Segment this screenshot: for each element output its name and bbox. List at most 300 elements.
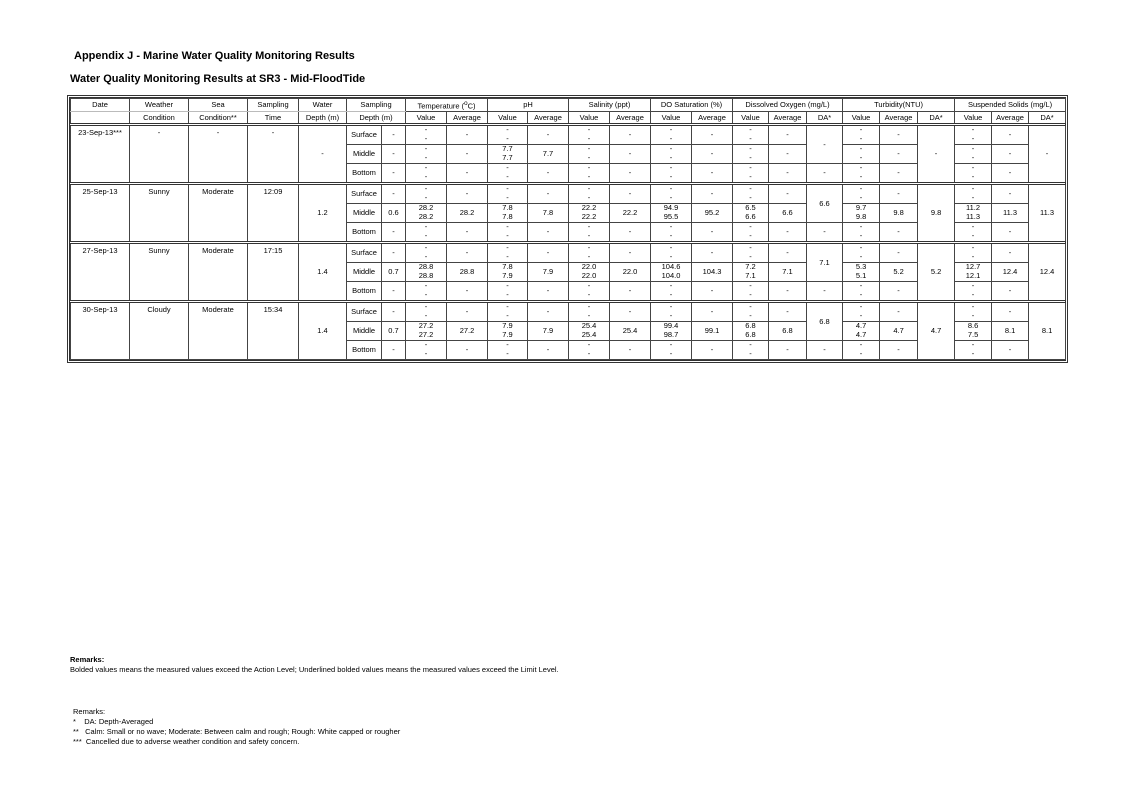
dissolved-oxygen-da-bottom: - bbox=[807, 340, 843, 359]
reading-value: - bbox=[669, 152, 673, 162]
turbidity-value bbox=[843, 301, 880, 321]
reading-value: - bbox=[669, 289, 673, 299]
dissolved-oxygen-value bbox=[733, 321, 769, 340]
dissolved-oxygen-average: - bbox=[769, 301, 807, 321]
do-saturation-average: - bbox=[692, 222, 733, 242]
dissolved-oxygen-da: 7.1 bbox=[807, 242, 843, 281]
temperature-average: 28.2 bbox=[447, 203, 488, 222]
reading-value: - bbox=[971, 302, 975, 311]
reading-value: 4.7 bbox=[855, 329, 867, 339]
reading-value: 28.8 bbox=[418, 270, 434, 280]
reading-value: - bbox=[749, 133, 752, 143]
weather-cell: Sunny bbox=[130, 242, 189, 301]
turbidity-value-pair bbox=[843, 223, 879, 240]
salinity-average: - bbox=[610, 242, 651, 262]
reading-value: - bbox=[587, 163, 591, 172]
col-water-depth-1: Water bbox=[299, 99, 347, 112]
temperature-value-pair bbox=[406, 263, 446, 280]
reading-value: - bbox=[859, 251, 863, 261]
ph-value-pair bbox=[488, 223, 527, 240]
dissolved-oxygen-average: - bbox=[769, 281, 807, 301]
ph-average: 7.8 bbox=[528, 203, 569, 222]
remarks-block-2 bbox=[73, 707, 400, 747]
turbidity-value-pair bbox=[843, 126, 879, 143]
reading-value: - bbox=[669, 171, 673, 181]
temperature-value bbox=[406, 301, 447, 321]
turbidity-average: - bbox=[880, 340, 918, 359]
temperature-average: - bbox=[447, 281, 488, 301]
sampling-depth-cell: 0.7 bbox=[382, 262, 406, 281]
suspended-solids-value-pair bbox=[955, 244, 991, 261]
turbidity-value-pair bbox=[843, 164, 879, 181]
reading-value: - bbox=[587, 222, 591, 231]
do-saturation-value bbox=[651, 281, 692, 301]
reading-value: - bbox=[669, 184, 673, 193]
reading-value: - bbox=[749, 125, 752, 134]
reading-value: - bbox=[971, 289, 975, 299]
temperature-average: - bbox=[447, 340, 488, 359]
ph-average: - bbox=[528, 281, 569, 301]
reading-value: - bbox=[669, 133, 673, 143]
dissolved-oxygen-average: - bbox=[769, 183, 807, 203]
remarks-title: Remarks: bbox=[70, 655, 105, 664]
water-depth-cell: 1.4 bbox=[299, 242, 347, 301]
reading-value: - bbox=[587, 144, 591, 153]
reading-value: 12.1 bbox=[965, 270, 981, 280]
reading-value: 28.8 bbox=[418, 262, 434, 271]
turbidity-value-pair bbox=[843, 244, 879, 261]
reading-value: 7.8 bbox=[502, 211, 513, 221]
reading-value: - bbox=[587, 302, 591, 311]
do-saturation-value bbox=[651, 262, 692, 281]
suspended-solids-average: - bbox=[992, 163, 1029, 183]
reading-value: - bbox=[506, 289, 509, 299]
reading-value: 22.0 bbox=[581, 262, 597, 271]
suspended-solids-average: 11.3 bbox=[992, 203, 1029, 222]
sampling-depth-cell: - bbox=[382, 340, 406, 359]
reading-value: 7.1 bbox=[745, 270, 756, 280]
suspended-solids-average: - bbox=[992, 340, 1029, 359]
reading-value: - bbox=[587, 133, 591, 143]
temperature-value-pair bbox=[406, 322, 446, 339]
do-saturation-average: - bbox=[692, 183, 733, 203]
suspended-solids-da: 11.3 bbox=[1029, 183, 1066, 242]
reading-value: 12.7 bbox=[965, 262, 981, 271]
sampling-depth-cell: - bbox=[382, 144, 406, 163]
dissolved-oxygen-average: - bbox=[769, 163, 807, 183]
suspended-solids-value-pair bbox=[955, 263, 991, 280]
turbidity-value-pair bbox=[843, 303, 879, 320]
sub-average: Average bbox=[610, 111, 651, 124]
temperature-value-pair bbox=[406, 303, 446, 320]
suspended-solids-value-pair bbox=[955, 223, 991, 240]
suspended-solids-da: 12.4 bbox=[1029, 242, 1066, 301]
reading-value: - bbox=[749, 171, 752, 181]
table-header bbox=[71, 99, 1066, 125]
suspended-solids-value bbox=[955, 281, 992, 301]
ph-average: - bbox=[528, 183, 569, 203]
reading-value: - bbox=[506, 222, 509, 231]
sub-average: Average bbox=[528, 111, 569, 124]
reading-value: - bbox=[506, 251, 509, 261]
do-saturation-average: 95.2 bbox=[692, 203, 733, 222]
reading-value: 4.7 bbox=[855, 321, 867, 330]
dissolved-oxygen-da-bottom: - bbox=[807, 281, 843, 301]
turbidity-average: 5.2 bbox=[880, 262, 918, 281]
reading-value: 5.1 bbox=[855, 270, 867, 280]
do-saturation-average: - bbox=[692, 144, 733, 163]
results-table bbox=[70, 98, 1066, 360]
sampling-depth-cell: - bbox=[382, 222, 406, 242]
dissolved-oxygen-average: - bbox=[769, 124, 807, 144]
reading-value: 25.4 bbox=[581, 329, 597, 339]
sea-condition-cell: Moderate bbox=[189, 242, 248, 301]
turbidity-average: - bbox=[880, 242, 918, 262]
date-cell: 23-Sep-13*** bbox=[71, 124, 130, 183]
dissolved-oxygen-value-pair bbox=[733, 185, 768, 202]
salinity-value bbox=[569, 203, 610, 222]
salinity-value bbox=[569, 183, 610, 203]
do-saturation-value bbox=[651, 242, 692, 262]
do-saturation-average: - bbox=[692, 281, 733, 301]
sampling-depth-cell: - bbox=[382, 124, 406, 144]
sampling-depth-cell: - bbox=[382, 183, 406, 203]
reading-value: - bbox=[749, 243, 752, 252]
reading-value: 5.3 bbox=[855, 262, 867, 271]
reading-value: 6.8 bbox=[745, 329, 756, 339]
col-temperature: Temperature ($^o$C) bbox=[406, 99, 488, 112]
ph-value-pair bbox=[488, 282, 527, 299]
reading-value: 7.9 bbox=[502, 321, 513, 330]
reading-value: - bbox=[506, 243, 509, 252]
col-weather-1: Weather bbox=[130, 99, 189, 112]
salinity-average: - bbox=[610, 183, 651, 203]
reading-value: - bbox=[859, 340, 863, 349]
reading-value: - bbox=[506, 281, 509, 290]
level-cell: Surface bbox=[347, 301, 382, 321]
salinity-value bbox=[569, 262, 610, 281]
reading-value: 27.2 bbox=[418, 321, 434, 330]
temperature-value bbox=[406, 163, 447, 183]
ph-average: - bbox=[528, 242, 569, 262]
weather-cell: - bbox=[130, 124, 189, 183]
reading-value: - bbox=[749, 348, 752, 358]
ph-value-pair bbox=[488, 322, 527, 339]
dissolved-oxygen-value-pair bbox=[733, 145, 768, 162]
level-cell: Middle bbox=[347, 144, 382, 163]
col-sampling-depth-2: Depth (m) bbox=[347, 111, 406, 124]
reading-value: 8.6 bbox=[967, 321, 979, 330]
reading-value: 99.4 bbox=[663, 321, 679, 330]
suspended-solids-value bbox=[955, 222, 992, 242]
suspended-solids-value-pair bbox=[955, 164, 991, 181]
salinity-value bbox=[569, 242, 610, 262]
suspended-solids-da: - bbox=[1029, 124, 1066, 183]
reading-value: - bbox=[424, 152, 428, 162]
reading-value: - bbox=[859, 144, 863, 153]
temperature-average: - bbox=[447, 163, 488, 183]
dissolved-oxygen-da-bottom: - bbox=[807, 222, 843, 242]
sampling-time-cell: - bbox=[248, 124, 299, 183]
salinity-average: 22.2 bbox=[610, 203, 651, 222]
ph-average: 7.7 bbox=[528, 144, 569, 163]
reading-value: - bbox=[506, 192, 509, 202]
table-row bbox=[71, 183, 1066, 203]
reading-value: - bbox=[859, 310, 863, 320]
reading-value: - bbox=[971, 310, 975, 320]
suspended-solids-value-pair bbox=[955, 341, 991, 358]
ph-value bbox=[488, 340, 528, 359]
do-saturation-average: 104.3 bbox=[692, 262, 733, 281]
reading-value: - bbox=[971, 243, 975, 252]
reading-value: - bbox=[587, 152, 591, 162]
temperature-value bbox=[406, 124, 447, 144]
col-ph: pH bbox=[488, 99, 569, 112]
reading-value: - bbox=[971, 184, 975, 193]
reading-value: 7.8 bbox=[502, 203, 513, 212]
do-saturation-average: - bbox=[692, 340, 733, 359]
suspended-solids-value bbox=[955, 262, 992, 281]
do-saturation-value-pair bbox=[651, 145, 691, 162]
dissolved-oxygen-value bbox=[733, 281, 769, 301]
salinity-average: 25.4 bbox=[610, 321, 651, 340]
turbidity-value-pair bbox=[843, 185, 879, 202]
do-saturation-value bbox=[651, 340, 692, 359]
dissolved-oxygen-da: - bbox=[807, 124, 843, 163]
remarks-text: Bolded values means the measured values exceed the Action Level; Underlined bolded values means the measured values exceed the Limit Level. bbox=[70, 665, 559, 674]
reading-value: - bbox=[749, 310, 752, 320]
date-cell: 25-Sep-13 bbox=[71, 183, 130, 242]
sampling-depth-cell: - bbox=[382, 281, 406, 301]
dissolved-oxygen-da-bottom: - bbox=[807, 163, 843, 183]
reading-value: - bbox=[971, 340, 975, 349]
reading-value: - bbox=[971, 133, 975, 143]
dissolved-oxygen-value-pair bbox=[733, 322, 768, 339]
suspended-solids-value bbox=[955, 242, 992, 262]
sub-da: DA* bbox=[918, 111, 955, 124]
turbidity-average: - bbox=[880, 144, 918, 163]
reading-value: - bbox=[506, 133, 509, 143]
col-date: Date bbox=[71, 99, 130, 112]
level-cell: Bottom bbox=[347, 222, 382, 242]
level-cell: Middle bbox=[347, 203, 382, 222]
reading-value: - bbox=[859, 281, 863, 290]
water-depth-cell: - bbox=[299, 124, 347, 183]
temperature-value bbox=[406, 183, 447, 203]
do-saturation-value bbox=[651, 301, 692, 321]
suspended-solids-value bbox=[955, 301, 992, 321]
reading-value: - bbox=[971, 281, 975, 290]
col-sea-1: Sea bbox=[189, 99, 248, 112]
reading-value: - bbox=[749, 302, 752, 311]
remarks-block-1 bbox=[70, 655, 559, 675]
reading-value: - bbox=[424, 340, 428, 349]
reading-value: - bbox=[669, 310, 673, 320]
dissolved-oxygen-value-pair bbox=[733, 223, 768, 240]
do-saturation-value-pair bbox=[651, 244, 691, 261]
sea-condition-cell: Moderate bbox=[189, 301, 248, 359]
sub-average: Average bbox=[992, 111, 1029, 124]
reading-value: - bbox=[424, 348, 428, 358]
turbidity-value bbox=[843, 321, 880, 340]
dissolved-oxygen-value bbox=[733, 203, 769, 222]
dissolved-oxygen-average: - bbox=[769, 222, 807, 242]
reading-value: - bbox=[859, 133, 863, 143]
ph-value bbox=[488, 203, 528, 222]
turbidity-average: - bbox=[880, 163, 918, 183]
level-cell: Bottom bbox=[347, 340, 382, 359]
col-dissolved-oxygen: Dissolved Oxygen (mg/L) bbox=[733, 99, 843, 112]
salinity-value-pair bbox=[569, 263, 609, 280]
temperature-value-pair bbox=[406, 223, 446, 240]
turbidity-value-pair bbox=[843, 204, 879, 221]
temperature-average: - bbox=[447, 124, 488, 144]
col-weather-2: Condition bbox=[130, 111, 189, 124]
reading-value: - bbox=[859, 222, 863, 231]
reading-value: 7.5 bbox=[967, 329, 979, 339]
table-body bbox=[71, 124, 1066, 359]
reading-value: - bbox=[424, 230, 428, 240]
ph-average: 7.9 bbox=[528, 262, 569, 281]
salinity-average: - bbox=[610, 124, 651, 144]
salinity-value-pair bbox=[569, 322, 609, 339]
reading-value: - bbox=[587, 251, 591, 261]
sub-value: Value bbox=[955, 111, 992, 124]
do-saturation-value-pair bbox=[651, 322, 691, 339]
suspended-solids-value-pair bbox=[955, 303, 991, 320]
turbidity-average: - bbox=[880, 301, 918, 321]
salinity-value-pair bbox=[569, 303, 609, 320]
reading-value: 27.2 bbox=[418, 329, 434, 339]
reading-value: - bbox=[859, 243, 863, 252]
table-row bbox=[71, 301, 1066, 321]
ph-value bbox=[488, 183, 528, 203]
reading-value: - bbox=[506, 125, 509, 134]
ph-average: - bbox=[528, 340, 569, 359]
do-saturation-value bbox=[651, 203, 692, 222]
turbidity-value bbox=[843, 124, 880, 144]
reading-value: - bbox=[669, 281, 673, 290]
reading-value: - bbox=[424, 163, 428, 172]
reading-value: - bbox=[424, 125, 428, 134]
suspended-solids-value bbox=[955, 340, 992, 359]
dissolved-oxygen-average: 6.6 bbox=[769, 203, 807, 222]
reading-value: - bbox=[506, 340, 509, 349]
water-depth-cell: 1.2 bbox=[299, 183, 347, 242]
temperature-value bbox=[406, 262, 447, 281]
col-sea-2: Condition** bbox=[189, 111, 248, 124]
salinity-average: - bbox=[610, 163, 651, 183]
reading-value: - bbox=[587, 243, 591, 252]
reading-value: - bbox=[669, 125, 673, 134]
temperature-value-pair bbox=[406, 126, 446, 143]
dissolved-oxygen-average: - bbox=[769, 340, 807, 359]
dissolved-oxygen-value bbox=[733, 124, 769, 144]
reading-value: - bbox=[749, 184, 752, 193]
salinity-value bbox=[569, 144, 610, 163]
reading-value: - bbox=[749, 144, 752, 153]
do-saturation-value-pair bbox=[651, 185, 691, 202]
reading-value: 6.8 bbox=[745, 321, 756, 330]
temperature-value bbox=[406, 203, 447, 222]
turbidity-value bbox=[843, 203, 880, 222]
reading-value: - bbox=[749, 289, 752, 299]
ph-value bbox=[488, 262, 528, 281]
results-table-frame bbox=[67, 95, 1068, 363]
col-date-2 bbox=[71, 111, 130, 124]
temperature-value-pair bbox=[406, 341, 446, 358]
salinity-average: - bbox=[610, 340, 651, 359]
reading-value: - bbox=[669, 144, 673, 153]
reading-value: - bbox=[587, 184, 591, 193]
salinity-value bbox=[569, 281, 610, 301]
do-saturation-value-pair bbox=[651, 341, 691, 358]
sub-value: Value bbox=[733, 111, 769, 124]
reading-value: - bbox=[971, 152, 975, 162]
reading-value: - bbox=[424, 184, 428, 193]
reading-value: - bbox=[859, 152, 863, 162]
dissolved-oxygen-value-pair bbox=[733, 244, 768, 261]
dissolved-oxygen-value-pair bbox=[733, 282, 768, 299]
sub-average: Average bbox=[769, 111, 807, 124]
dissolved-oxygen-value bbox=[733, 163, 769, 183]
do-saturation-average: - bbox=[692, 124, 733, 144]
reading-value: - bbox=[669, 230, 673, 240]
suspended-solids-value-pair bbox=[955, 185, 991, 202]
dissolved-oxygen-average: 7.1 bbox=[769, 262, 807, 281]
salinity-value-pair bbox=[569, 145, 609, 162]
turbidity-value bbox=[843, 163, 880, 183]
remark-line: *** Cancelled due to adverse weather condition and safety concern. bbox=[73, 737, 300, 746]
remark-line: ** Calm: Small or no wave; Moderate: Between calm and rough; Rough: White capped or rougher bbox=[73, 727, 401, 736]
suspended-solids-average: - bbox=[992, 281, 1029, 301]
turbidity-value bbox=[843, 262, 880, 281]
reading-value: - bbox=[971, 144, 975, 153]
do-saturation-value-pair bbox=[651, 303, 691, 320]
suspended-solids-value-pair bbox=[955, 145, 991, 162]
dissolved-oxygen-da: 6.6 bbox=[807, 183, 843, 222]
reading-value: - bbox=[859, 348, 863, 358]
ph-value bbox=[488, 242, 528, 262]
suspended-solids-value-pair bbox=[955, 204, 991, 221]
reading-value: - bbox=[749, 152, 752, 162]
reading-value: - bbox=[749, 340, 752, 349]
reading-value: 104.6 bbox=[661, 262, 681, 271]
turbidity-da: 5.2 bbox=[918, 242, 955, 301]
salinity-value bbox=[569, 321, 610, 340]
temperature-value bbox=[406, 144, 447, 163]
do-saturation-value-pair bbox=[651, 164, 691, 181]
temperature-average: - bbox=[447, 183, 488, 203]
reading-value: - bbox=[424, 222, 428, 231]
reading-value: 9.7 bbox=[855, 203, 867, 212]
reading-value: 7.7 bbox=[502, 144, 513, 153]
reading-value: 95.5 bbox=[663, 211, 679, 221]
reading-value: 11.2 bbox=[966, 203, 981, 212]
date-cell: 27-Sep-13 bbox=[71, 242, 130, 301]
turbidity-value bbox=[843, 183, 880, 203]
ph-value bbox=[488, 321, 528, 340]
sub-value: Value bbox=[843, 111, 880, 124]
reading-value: - bbox=[971, 192, 975, 202]
reading-value: 94.9 bbox=[663, 203, 679, 212]
reading-value: - bbox=[859, 125, 863, 134]
suspended-solids-value bbox=[955, 321, 992, 340]
reading-value: - bbox=[587, 340, 591, 349]
temperature-average: - bbox=[447, 242, 488, 262]
col-sampling-depth-1: Sampling bbox=[347, 99, 406, 112]
table-row bbox=[71, 242, 1066, 262]
